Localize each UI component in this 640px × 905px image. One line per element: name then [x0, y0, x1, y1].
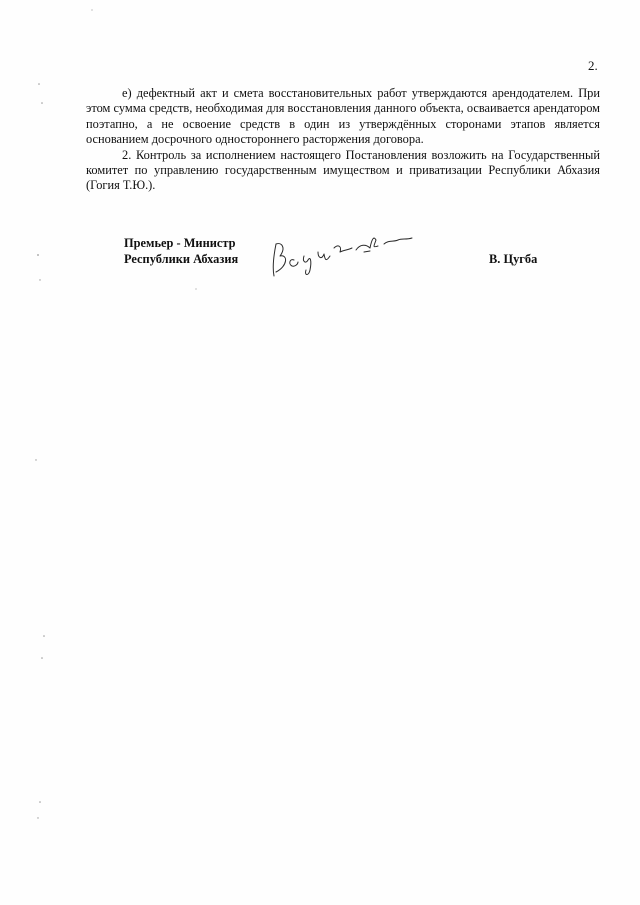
signatory-name: В. Цугба	[489, 252, 538, 266]
document-body	[86, 86, 600, 194]
signatory-title	[124, 236, 238, 267]
paragraph-control: 2. Контроль за исполнением настоящего Постановления возложить на Государственный комитет по управлению государственным имуществом и приватизации Республики Абхазия (Гогия Т.Ю.).	[86, 147, 600, 193]
paragraph-defect-act: е) дефектный акт и смета восстановительных работ утверждаются арендодателем. При этом сумма средств, необходимая для восстановления данного объекта, осваивается арендатором поэтапно, а не освоение средств в один из утверждённых сторонами этапов является основанием досрочного одностороннего расторжения договора.	[86, 86, 600, 147]
handwritten-signature	[268, 226, 418, 282]
page-number: 2.	[588, 58, 598, 73]
signatory-title-line1: Премьер - Министр	[124, 236, 236, 250]
signatory-title-line2: Республики Абхазия	[124, 251, 239, 266]
